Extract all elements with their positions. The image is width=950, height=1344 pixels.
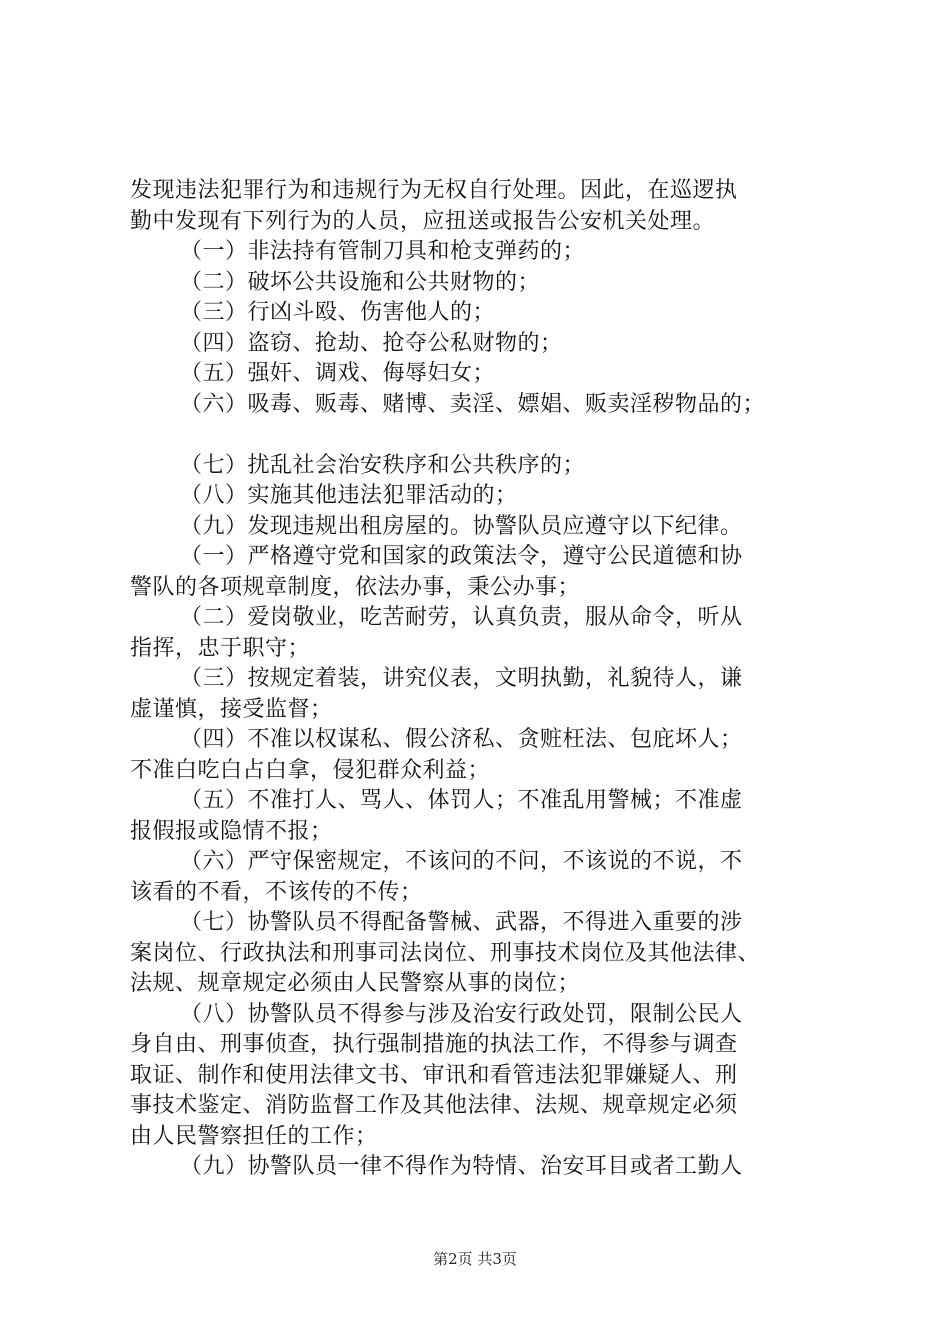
text-line: 指挥，忠于职守；	[130, 635, 311, 661]
text-line: 发现违法犯罪行为和违规行为无权自行处理。因此，在巡逻执	[130, 178, 738, 203]
text-line: 警队的各项规章制度，依法办事，秉公办事；	[130, 574, 581, 600]
text-line: （七）协警队员不得配备警械、武器，不得进入重要的涉	[180, 910, 743, 935]
text-line: 该看的不看，不该传的不传；	[130, 879, 423, 905]
text-line: （三）按规定着装，讲究仪表，文明执勤，礼貌待人，谦	[180, 666, 743, 691]
text-line: （一）严格遵守党和国家的政策法令，遵守公民道德和协	[180, 544, 743, 569]
text-line: （六）吸毒、贩毒、赌博、卖淫、嫖娼、贩卖淫秽物品的；	[180, 391, 766, 417]
text-line: 取证、制作和使用法律文书、审讯和看管违法犯罪嫌疑人、刑	[130, 1062, 738, 1088]
text-line: （九）协警队员一律不得作为特情、治安耳目或者工勤人	[180, 1154, 743, 1179]
text-line: （四）不准以权谋私、假公济私、贪赃枉法、包庇坏人；	[180, 727, 743, 752]
text-line: （一）非法持有管制刀具和枪支弹药的；	[180, 239, 586, 264]
blank-line	[130, 420, 850, 451]
document-body	[130, 176, 850, 1183]
text-line: 不准白吃白占白拿，侵犯群众利益；	[130, 757, 491, 783]
text-line: （七）扰乱社会治安秩序和公共秩序的；	[180, 452, 586, 478]
text-line: 虚谨慎，接受监督；	[130, 696, 333, 722]
text-line: 身自由、刑事侦查，执行强制措施的执法工作，不得参与调查	[130, 1032, 738, 1057]
text-line: （八）实施其他违法犯罪活动的；	[180, 483, 518, 508]
text-line: （六）严守保密规定，不该问的不问，不该说的不说，不	[180, 849, 743, 874]
text-line: 由人民警察担任的工作；	[130, 1123, 378, 1149]
page-number-footer: 第2页 共3页	[433, 1250, 517, 1268]
text-line: （八）协警队员不得参与涉及治安行政处罚，限制公民人	[180, 1001, 743, 1027]
text-line: （二）爱岗敬业，吃苦耐劳，认真负责，服从命令，听从	[180, 605, 743, 630]
text-line: （四）盗窃、抢劫、抢夺公私财物的；	[180, 330, 563, 356]
text-line: 案岗位、行政执法和刑事司法岗位、刑事技术岗位及其他法律、	[130, 940, 761, 966]
text-line: 勤中发现有下列行为的人员，应扭送或报告公安机关处理。	[130, 208, 716, 234]
text-line: 法规、规章规定必须由人民警察从事的岗位；	[130, 971, 581, 996]
text-line: （五）不准打人、骂人、体罚人；不准乱用警械；不准虚	[180, 788, 743, 813]
text-line: （二）破坏公共设施和公共财物的；	[180, 269, 541, 295]
text-line: （三）行凶斗殴、伤害他人的；	[180, 300, 496, 325]
text-line: 报假报或隐情不报；	[130, 818, 333, 844]
text-line: 事技术鉴定、消防监督工作及其他法律、法规、规章规定必须	[130, 1093, 738, 1118]
text-line: （九）发现违规出租房屋的。协警队员应遵守以下纪律。	[180, 513, 743, 539]
text-line: （五）强奸、调戏、侮辱妇女；	[180, 361, 496, 386]
